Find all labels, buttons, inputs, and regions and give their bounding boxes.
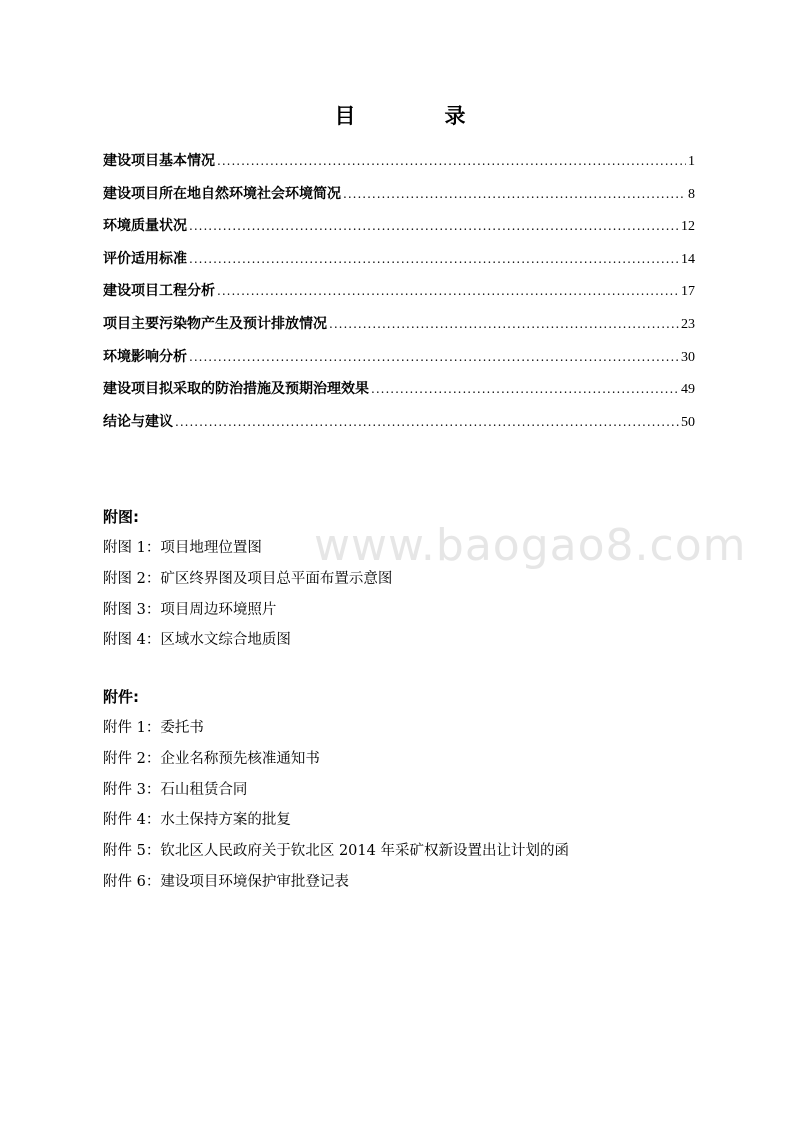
toc-entry[interactable] (103, 150, 695, 183)
toc-leader-dots (217, 284, 679, 298)
page-title: 目 录 (334, 104, 500, 128)
toc-entry-page: 50 (681, 414, 695, 430)
attachment-item: 附件 1：委托书 (103, 720, 204, 736)
attachment-item: 附件 5：钦北区人民政府关于钦北区 2014 年采矿权新设置出让计划的函 (103, 843, 569, 860)
toc-entry[interactable] (103, 215, 695, 248)
attachment-item: 附件 3：石山租赁合同 (103, 781, 248, 798)
attachment-item: 附件 4：水土保持方案的批复 (103, 812, 291, 829)
toc-entry-title: 项目主要污染物产生及预计排放情况 (103, 315, 327, 332)
toc-entry-page: 1 (688, 154, 695, 169)
toc-entry[interactable] (103, 411, 695, 444)
toc-entry[interactable] (103, 378, 695, 411)
attachments-heading: 附件: (103, 688, 139, 706)
toc-entry-title: 建设项目所在地自然环境社会环境简况 (103, 185, 341, 202)
toc-entry-page: 30 (681, 349, 695, 365)
toc-entry-page: 17 (681, 284, 695, 300)
toc-entry-page: 8 (688, 186, 695, 202)
toc-entry[interactable] (103, 248, 695, 281)
attachment-item: 附件 6：建设项目环境保护审批登记表 (103, 873, 349, 890)
figure-item: 附图 3：项目周边环境照片 (103, 601, 277, 618)
toc-entry-page: 12 (681, 219, 695, 235)
toc-leader-dots (329, 317, 679, 331)
toc-leader-dots (189, 350, 679, 364)
toc-entry-page: 14 (681, 251, 695, 267)
toc-entry-title: 建设项目工程分析 (103, 283, 215, 300)
figures-section (103, 502, 703, 656)
toc-entry-title: 评价适用标准 (103, 250, 187, 267)
toc-entry[interactable] (103, 183, 695, 216)
toc-entry-title: 建设项目基本情况 (103, 153, 215, 169)
toc-leader-dots (371, 382, 679, 396)
toc-leader-dots (189, 219, 679, 233)
watermark: www.baogao8.com (314, 520, 747, 571)
toc-entry-title: 结论与建议 (103, 413, 173, 430)
attachments-section (103, 682, 703, 898)
figures-heading: 附图: (103, 508, 139, 526)
toc-entry[interactable] (103, 313, 695, 346)
toc-leader-dots (343, 187, 686, 201)
figure-item: 附图 1：项目地理位置图 (103, 540, 262, 556)
toc-entry[interactable] (103, 346, 695, 379)
toc-leader-dots (189, 252, 679, 266)
toc-entry-title: 建设项目拟采取的防治措施及预期治理效果 (103, 381, 369, 398)
toc-leader-dots (217, 154, 686, 168)
toc-entry-page: 49 (681, 382, 695, 398)
toc-entry-title: 环境质量状况 (103, 218, 187, 235)
figure-item: 附图 4：区域水文综合地质图 (103, 632, 291, 649)
toc-leader-dots (175, 415, 679, 429)
figure-item: 附图 2：矿区终界图及项目总平面布置示意图 (103, 570, 393, 587)
toc-entry-page: 23 (681, 316, 695, 332)
toc-entry[interactable] (103, 280, 695, 313)
table-of-contents (103, 150, 695, 443)
toc-entry-title: 环境影响分析 (103, 348, 187, 365)
attachment-item: 附件 2：企业名称预先核准通知书 (103, 750, 320, 767)
